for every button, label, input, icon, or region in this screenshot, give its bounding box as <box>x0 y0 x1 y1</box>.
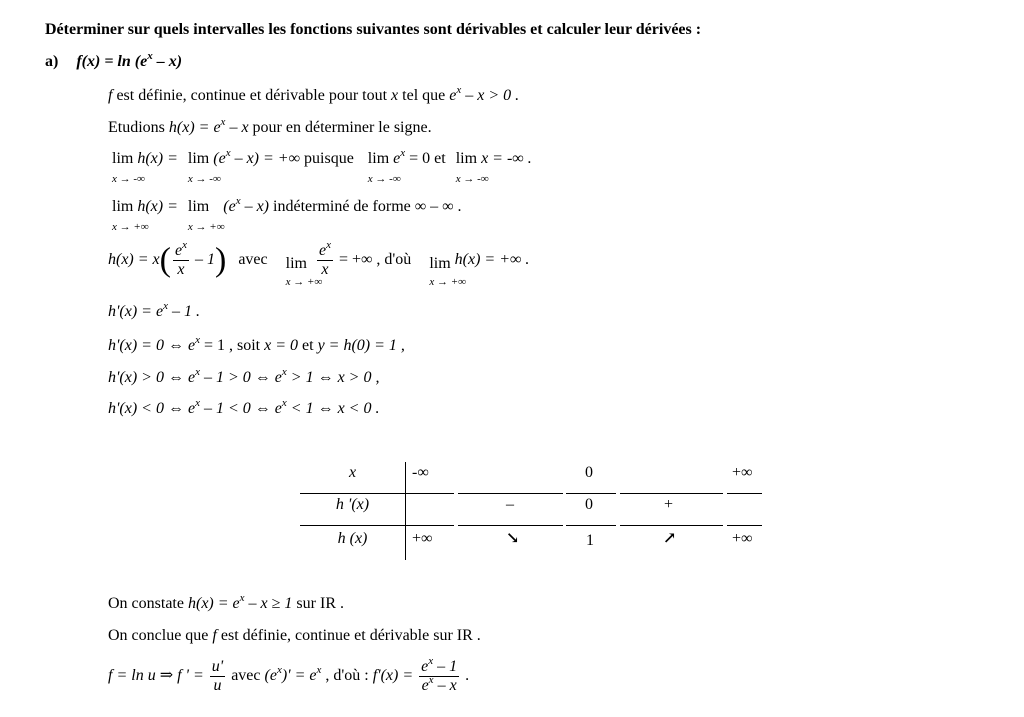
row-h-plus-inf-right: +∞ <box>732 530 753 547</box>
neg-c: < 1 ⇔ x < 0 . <box>286 400 380 417</box>
exponent-x: x <box>182 238 187 251</box>
den-rest: – x <box>433 676 457 694</box>
function-definition: f(x) = ln (e <box>76 53 148 70</box>
h-definition: h(x) = e <box>168 119 221 136</box>
e-paren: (e <box>219 198 236 215</box>
exponent-x: x <box>281 397 287 409</box>
soit-text: = 1 , soit <box>199 337 265 354</box>
open-paren: ( <box>159 241 171 279</box>
h-of-x: h(x) = <box>133 150 182 167</box>
e-symbol: e <box>449 87 457 104</box>
h-prime: h'(x) = e <box>108 303 164 320</box>
lim-text: lim <box>112 150 134 167</box>
lim-text: lim <box>187 198 210 215</box>
exp-derivative-a: (e <box>264 667 277 684</box>
conclude-text: On conclue que <box>108 627 213 644</box>
h-limit: h(x) = +∞ . <box>450 251 530 268</box>
exponent-x: x <box>316 664 322 676</box>
lim-sub: x → +∞ <box>429 276 466 288</box>
row-h-min-value: 1 <box>586 532 594 549</box>
eq-zero-a: h'(x) = 0 ⇔ e <box>108 337 196 354</box>
exponent-x: x <box>195 397 200 409</box>
chain-rule: f = ln u ⇒ f ' = <box>108 667 208 684</box>
derivative-positive-line <box>108 368 379 388</box>
exp-derivative-b: )' = e <box>281 667 317 684</box>
exponent-x: x <box>220 116 226 128</box>
h-of-x: h(x) = <box>133 198 182 215</box>
part-a-heading <box>45 52 182 72</box>
limit-value: – x) = +∞ <box>230 150 305 167</box>
increasing-arrow-icon: ↗ <box>663 530 677 547</box>
pos-c: > 1 ⇔ x > 0 , <box>286 369 380 386</box>
study-text-2: pour en déterminer le signe. <box>248 119 432 136</box>
conclusion-line <box>108 626 481 646</box>
neg-a: h'(x) < 0 ⇔ e <box>108 400 196 417</box>
exponent-x: x <box>326 238 331 251</box>
final-derivative-line <box>108 656 469 696</box>
def-text: est définie, continue et dérivable pour tout <box>112 87 392 104</box>
table-hline <box>620 493 723 494</box>
fraction-ex-over-x <box>173 238 189 279</box>
reals-symbol: IR . <box>319 595 344 612</box>
exponent-x: x <box>456 84 462 96</box>
row-hprime-label: h '(x) <box>335 496 370 513</box>
with-text: avec <box>227 667 265 684</box>
exponent-x: x <box>147 50 153 62</box>
h-def: h(x) = e <box>187 595 240 612</box>
condition: – x > 0 . <box>461 87 520 104</box>
minus-one: – 1 <box>190 251 215 268</box>
row-hprime-plus: + <box>664 496 674 513</box>
def-text-2: tel que <box>398 87 450 104</box>
lim-sub: x → -∞ <box>112 173 145 185</box>
lim-text: lim <box>187 150 210 167</box>
final-fraction <box>419 654 459 695</box>
h-prime-end: – 1 . <box>167 303 200 320</box>
row-x-label: x <box>348 464 357 481</box>
exponent-x: x <box>195 334 200 346</box>
lim-sub: x → -∞ <box>187 173 221 185</box>
f-prime: f'(x) = <box>372 667 418 684</box>
den-e: e <box>421 676 429 694</box>
lim-4 <box>455 149 489 185</box>
variation-table <box>300 462 762 560</box>
limit-plus-inf-line <box>112 195 462 233</box>
row-h-plus-inf-left: +∞ <box>412 530 433 547</box>
lim-sub: x → +∞ <box>187 221 225 233</box>
x-symbol: x <box>391 87 399 104</box>
e-paren: (e <box>209 150 226 167</box>
h-bound: – x ≥ 1 <box>244 595 297 612</box>
eq-zero: = 0 <box>405 150 435 167</box>
e-symbol: e <box>389 150 401 167</box>
lim-7 <box>285 244 323 288</box>
lim-sub: x → +∞ <box>112 221 149 233</box>
frac-num: u' <box>211 657 224 675</box>
study-text: Etudions <box>108 119 169 136</box>
exponent-x: x <box>235 195 241 207</box>
row-x-plus-inf: +∞ <box>732 464 753 481</box>
table-hline <box>566 493 616 494</box>
exponent-x: x <box>239 592 245 604</box>
lim-text: lim <box>367 150 390 167</box>
observation-line <box>108 594 344 614</box>
frac-num: e <box>318 241 327 259</box>
table-hline <box>620 525 723 526</box>
because-text: puisque <box>304 150 354 167</box>
observe-text: On constate <box>108 595 188 612</box>
table-hline <box>406 493 454 494</box>
table-hline <box>458 525 563 526</box>
study-line <box>108 118 432 138</box>
fraction-u-prime-over-u <box>210 658 225 695</box>
limit-minus-inf-line <box>112 147 532 185</box>
exponent-x: x <box>428 654 434 667</box>
table-hline <box>727 525 762 526</box>
derivative-zero-line <box>108 336 405 356</box>
table-vertical-line <box>405 462 406 560</box>
derivative-negative-line <box>108 399 379 419</box>
f-symbol: f <box>212 627 217 644</box>
table-hline <box>458 493 563 494</box>
exercise-title: Déterminer sur quels intervalles les fonctions suivantes sont dérivables et calculer leur dérivées : <box>45 21 702 38</box>
lim-3 <box>367 149 401 185</box>
table-hline <box>300 493 405 494</box>
x-limit: x = -∞ . <box>477 150 532 167</box>
definition-line <box>108 86 519 106</box>
indeterminate-form: ∞ – ∞ . <box>414 198 462 215</box>
lim-text: lim <box>112 198 134 215</box>
row-x-zero: 0 <box>585 464 593 481</box>
table-hline <box>566 525 616 526</box>
on-text: sur <box>296 595 320 612</box>
exponent-x: x <box>163 300 168 312</box>
lim-2 <box>187 149 221 185</box>
derivative-line <box>108 302 200 322</box>
table-hline <box>300 525 405 526</box>
lim-1 <box>112 149 145 185</box>
with-text: avec <box>238 251 268 268</box>
reals-symbol: IR . <box>456 627 481 644</box>
hence-text: , d'où : <box>321 667 373 684</box>
pos-a: h'(x) > 0 ⇔ e <box>108 369 196 386</box>
exponent-x: x <box>428 673 434 686</box>
limit-result: = +∞ , d'où <box>334 251 416 268</box>
h-factor: h(x) = x <box>108 251 160 268</box>
y-value: y = h(0) = 1 , <box>317 337 405 354</box>
decreasing-arrow-icon: ↘ <box>506 530 520 547</box>
lim-text: lim <box>455 150 478 167</box>
exponent-x: x <box>281 366 287 378</box>
num-rest: – 1 <box>433 657 458 675</box>
h-definition-end: – x <box>225 119 249 136</box>
period: . <box>461 667 470 684</box>
close-paren: ) <box>214 241 227 279</box>
lim-sub: x → -∞ <box>367 173 401 185</box>
paren-close: – x) <box>240 198 274 215</box>
frac-den: x <box>177 260 185 278</box>
lim-6 <box>187 197 225 233</box>
row-h-label: h (x) <box>337 530 368 547</box>
and-text: et <box>298 337 318 354</box>
neg-b: – 1 < 0 ⇔ e <box>199 400 282 417</box>
conclude-text-2: est définie, continue et dérivable sur <box>216 627 457 644</box>
lim-5 <box>112 197 149 233</box>
x-zero: x = 0 <box>264 337 299 354</box>
exponent-x: x <box>195 366 200 378</box>
row-hprime-zero: 0 <box>585 496 593 513</box>
table-hline <box>727 493 762 494</box>
part-label: a) <box>45 53 59 70</box>
table-hline <box>406 525 454 526</box>
factorization-line <box>108 238 530 288</box>
f-symbol: f <box>108 87 113 104</box>
exponent-x: x <box>276 664 282 676</box>
function-definition-end: – x) <box>152 53 183 70</box>
indeterminate-text: indéterminé de forme <box>273 198 415 215</box>
row-hprime-minus: – <box>506 496 514 513</box>
lim-text: lim <box>285 255 307 272</box>
pos-b: – 1 > 0 ⇔ e <box>199 369 282 386</box>
lim-sub: x → -∞ <box>455 173 489 185</box>
lim-text: lim <box>429 255 451 272</box>
num-e: e <box>421 657 429 675</box>
frac-den: x <box>321 260 329 278</box>
and-text: et <box>434 150 446 167</box>
exponent-x: x <box>225 147 231 159</box>
exponent-x: x <box>400 147 406 159</box>
row-x-minus-inf: -∞ <box>412 464 429 481</box>
frac-den: u <box>213 676 222 694</box>
frac-num: e <box>174 241 183 259</box>
lim-sub: x → +∞ <box>285 276 323 288</box>
lim-8 <box>429 244 466 288</box>
